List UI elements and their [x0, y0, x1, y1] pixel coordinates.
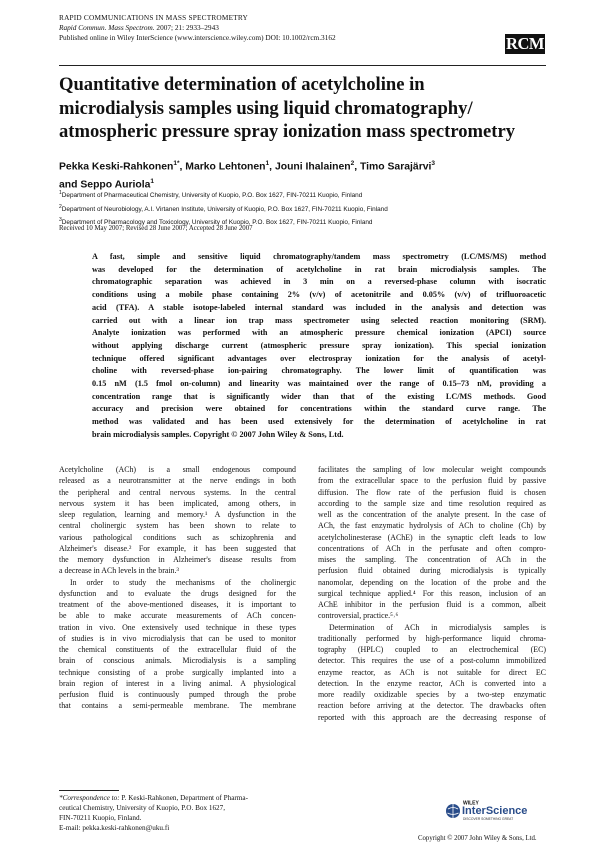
text-line: brain microdialysis samples. Copyright © 2007 John Wiley & Sons, Ltd. [92, 429, 344, 439]
text-line: acid (TFA). A stable isotope-labeled internal standard was included in the analysis and detection was [92, 302, 546, 312]
interscience-wordmark: InterScience [462, 805, 528, 817]
affiliation: $^3$Department of Pharmacology and Toxicology, University of Kuopio, P.O. Box 1627, FIN-70211 Kuopio, Finland [59, 217, 373, 227]
text-line: A fast, simple and sensitive liquid chromatography/tandem mass spectrometry (LC/MS/MS) method [92, 252, 546, 261]
text-line: the memory dysfunction in Alzheimer's disease results from [59, 555, 296, 564]
text-line: mises the sampling. The concentration of ACh in the [318, 555, 546, 564]
header-rule [59, 65, 546, 66]
text-line: Alzheimer's disease.² For example, it has been suggested that [59, 543, 296, 553]
text-line: brain of conscious animals. Microdialysis is a sampling [59, 656, 296, 666]
author-affiliation-mark: 3 [431, 160, 436, 167]
correspondence-footnote: *Correspondence to: P. Keski-Rahkonen, Department of Pharma- ceutical Chemistry, University of Kuopio, P.O. Box 1627, FIN-70211 Kuopio, Finland. E-mail: pekka.keski-rahkonen@uku.fi [59, 794, 248, 832]
text-line: In order to study the mechanisms of the cholinergic [70, 577, 296, 587]
text-line: nervous system it has been implicated, among others, in [59, 498, 296, 508]
text-line: treatment of the above-mentioned diseases, it is important to [59, 600, 296, 609]
text-line: conditions using a mobile phase containing 2% (v/v) of acetonitrile and 0.05% (v/v) of trifluoroacetic [92, 290, 546, 300]
author-name: Pekka Keski-Rahkonen [59, 161, 174, 173]
author-affiliation-mark: 1 [265, 160, 270, 167]
author-name: , Timo Sarajärvi [354, 161, 432, 173]
text-line: choline with reversed-phase ion-pairing chromatography. The lower limit of quantification was [92, 366, 546, 376]
article-title [59, 73, 559, 144]
abstract [92, 251, 546, 442]
text-line: method was validated and has been used extensively for the determination of acetylcholine in rat [92, 417, 546, 427]
text-line: nanomolar, depending on the location of the probe and the [318, 577, 546, 587]
text-line: 0.15 nM (1.5 fmol on-column) and linearity was maintained over the range of 0.15–73 nM, providing a [92, 379, 546, 389]
text-line: facilitates the sampling of low molecular weight compounds [318, 465, 546, 474]
text-line: sleep regulation, learning and memory.¹ A dysfunction in the [59, 510, 296, 519]
body-column-right [318, 464, 546, 723]
text-line: AChE inhibitor in the perfusion fluid is a common, albeit [318, 600, 546, 609]
affiliation: $^1$Department of Pharmaceutical Chemistry, University of Kuopio, P.O. Box 1627, FIN-70211 Kuopio, Finland [59, 190, 363, 200]
correspondence-label: *Correspondence to: [59, 794, 120, 802]
text-line: detector. This requires the use of a post-column immobilized [318, 656, 546, 666]
text-line: that contains a semi-permeable membrane. The membrane [59, 701, 296, 711]
citation-volume: 2007; 21: 2933–2943 [154, 23, 219, 32]
affiliations [59, 188, 388, 229]
author-affiliation-mark: 1 [150, 178, 155, 186]
text-line: the peripheral and central nervous systems. In the central [59, 487, 296, 497]
text-line: perfusion fluid is continuously pumped through the probe [59, 690, 296, 699]
text-line: traditionally performed by high-performance liquid chroma- [318, 633, 546, 643]
text-line: tration in vivo. One extensively used technique in these types [59, 622, 296, 632]
text-line: dysfunction and to evaluate the drugs designed for the [59, 588, 296, 598]
title-line: atmospheric pressure spray ionization mass spectrometry [59, 121, 516, 142]
title-line: microdialysis samples using liquid chromatography/ [59, 97, 473, 119]
text-line: ACh, the fast enzymatic hydrolysis of ACh to choline (Ch) by [318, 521, 546, 531]
text-line: detection. In the enzyme reactor, ACh is converted into a [318, 678, 546, 688]
text-line: released as a neurotransmitter at the nerve endings in both [59, 476, 296, 486]
citation-journal: Rapid Commun. Mass Spectrom. [59, 23, 155, 32]
text-line: according to the sample size and time resolution required as [318, 498, 546, 508]
text-line: well as the concentration of the analyte present. In the case of [318, 510, 546, 519]
journal-name: RAPID COMMUNICATIONS IN MASS SPECTROMETRY [59, 13, 249, 22]
text-line: reaction before arriving at the detector. The drawbacks often [318, 701, 546, 711]
text-line: concentrations of ACh in the perfusate and often compro- [318, 543, 546, 553]
text-line: a decrease in ACh levels in the brain.³ [59, 566, 179, 576]
text-line: surgical technique applied.⁴ For this reason, inclusion of an [318, 588, 546, 598]
affiliation: $^2$Department of Neurobiology, A.I. Virtanen Institute, University of Kuopio, P.O. Box 1627, FIN-70211 Kuopio, Finland [59, 203, 388, 213]
text-line: concentration range that is significantly wider than that of the existing LC/MS methods. Good [92, 391, 546, 401]
author-name: and Seppo Auriola [59, 179, 151, 191]
text-line: technique consisting of a probe surgically implanted into a [59, 667, 296, 677]
body-column-left [59, 464, 296, 712]
wiley-interscience-logo [445, 798, 545, 822]
text-line: reported with this approach are the decreasing response of [318, 712, 546, 722]
text-line: tography (HPLC) coupled to an electrochemical (EC) [318, 645, 546, 654]
author-affiliation-mark: 1* [173, 160, 180, 167]
received-dates: Received 10 May 2007; Revised 28 June 2007; Accepted 28 June 2007 [59, 225, 253, 232]
text-line: the chemical constituents of the extracellular fluid of the [59, 645, 296, 654]
text-line: brain region of interest in a living animal. A physiological [59, 678, 296, 688]
text-line: diffusion. The flow rate of the perfusion fluid is chosen [318, 487, 546, 497]
title-line: Quantitative determination of acetylcholine in [59, 74, 425, 95]
published-line: Published online in Wiley InterScience (www.interscience.wiley.com) DOI: 10.1002/rcm.3162 [59, 33, 336, 42]
text-line: more readily oxidizable species by a two-step enzymatic [318, 690, 546, 699]
running-header [59, 13, 336, 43]
author-name: , Marko Lehtonen [179, 161, 266, 173]
text-line: Determination of ACh in microdialysis samples is [329, 622, 546, 632]
author-name: , Jouni Ihalainen [269, 161, 351, 173]
text-line: without applying discharge current (atmospheric pressure spray ionization). This special ionization [92, 340, 546, 350]
text-line: various pathological conditions such as schizophrenia and [59, 532, 296, 542]
text-line: be able to make accurate measurements of ACh concen- [59, 611, 296, 621]
text-line: from the extracellular space to the perfusion fluid by passive [318, 476, 546, 486]
text-line: accuracy and precision were obtained for concentrations within the standard curve range. The [92, 404, 546, 414]
text-line: Acetylcholine (ACh) is a small endogenous compound [59, 465, 296, 474]
text-line: chromatographic separation was achieved in 3 min on a reversed-phase column with isocratic [92, 277, 546, 287]
text-line: controversial, practice.⁵˒⁶ [318, 611, 399, 621]
author-affiliation-mark: 2 [350, 160, 355, 167]
text-line: was developed for the determination of acetylcholine in rat brain microdialysis samples. The [92, 264, 546, 274]
footer-copyright: Copyright © 2007 John Wiley & Sons, Ltd. [418, 835, 537, 842]
text-line: technique offered significant advantages over electrospray ionization for the analysis of acetyl- [92, 353, 546, 363]
citation [59, 23, 336, 33]
text-line: of studies is in vivo microdialysis that can be used to monitor [59, 633, 296, 643]
logo-tagline: DISCOVER SOMETHING GREAT [463, 817, 514, 821]
text-line: carried out with a linear ion trap mass spectrometer using selected reaction monitoring (SRM). [92, 315, 546, 325]
text-line: perfusion fluid obtained during microdialysis is typically [318, 566, 546, 576]
text-line: central cholinergic system has been shown to relate to [59, 521, 296, 531]
text-line: Analyte ionization was performed with an atmospheric pressure chemical ionization (APCI) source [92, 328, 546, 338]
rcm-logo: RCM [506, 34, 544, 53]
wiley-wordmark: WILEY [463, 800, 479, 807]
text-line: acetylcholinesterase (AChE) in the synaptic cleft leads to low [318, 532, 546, 542]
text-line: enzyme reactor, as ACh is not suitable for direct EC [318, 667, 546, 677]
footnote-rule [59, 790, 119, 791]
